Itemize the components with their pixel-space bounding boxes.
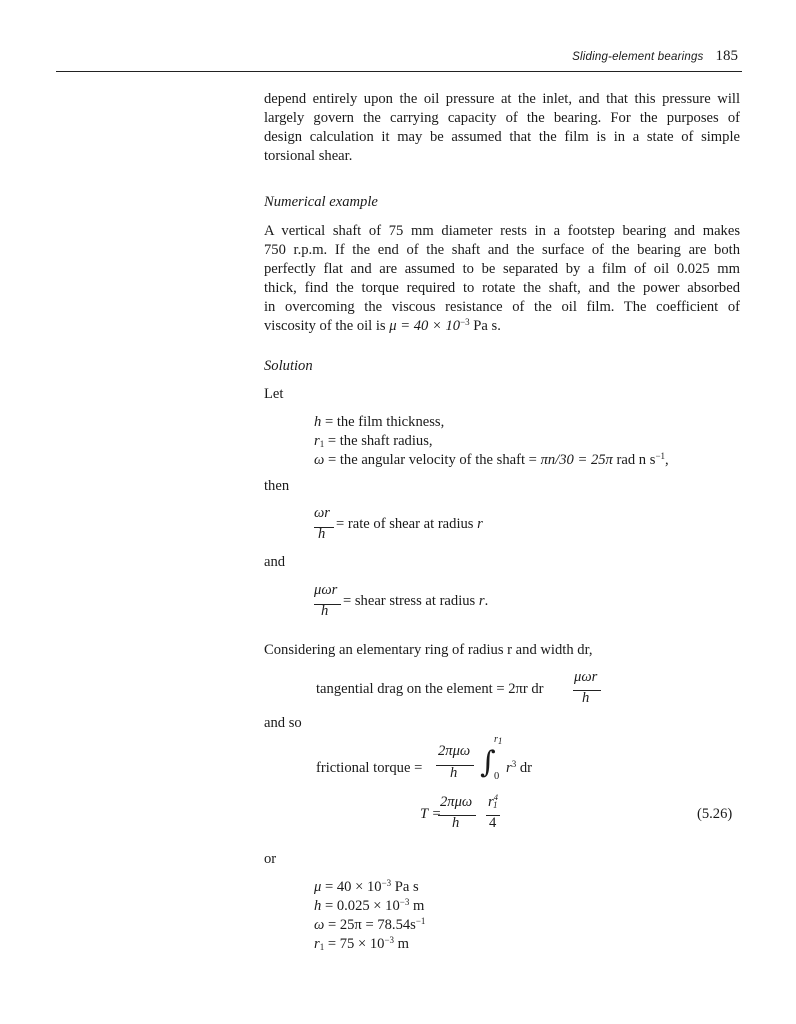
or-word: or xyxy=(264,851,277,867)
then-word: then xyxy=(264,478,290,494)
rate-denominator: h xyxy=(318,526,326,542)
torque-numerator: 2πμω xyxy=(438,743,471,759)
integrand: $r^3$ dr xyxy=(506,759,532,776)
definition-r1: $r_1$ = the shaft radius, xyxy=(314,433,433,449)
integral-upper-limit: $r_1$ xyxy=(494,734,503,746)
rate-text: = rate of shear at radius r xyxy=(336,516,483,532)
and-so-word: and so xyxy=(264,715,302,731)
integral-sign: ∫ xyxy=(480,745,496,780)
drag-text: tangential drag on the element = 2πr dr xyxy=(316,681,544,697)
solution-heading: Solution xyxy=(264,358,313,374)
value-omega: $\omega = 25\pi = 78.54s^{-1}$ xyxy=(314,916,426,933)
T-numerator-2: $r^4_1$ xyxy=(488,792,498,810)
intro-line: depend entirely upon the oil pressure at the inlet, and that this pressure will xyxy=(264,91,740,107)
value-r1: $r_1 = 75 \times 10^{-3}$ m xyxy=(314,935,410,952)
example-heading: Numerical example xyxy=(264,194,378,210)
stress-denominator: h xyxy=(321,603,329,619)
T-numerator: 2πμω xyxy=(440,794,473,810)
page-number: 185 xyxy=(715,48,738,64)
value-mu: $\mu = 40 \times 10^{-3}$ Pa s xyxy=(314,878,419,895)
considering-sentence: Considering an elementary ring of radius r and width dr, xyxy=(264,642,593,658)
example-line: in overcoming the viscous resistance of the oil film. The coefficient of xyxy=(264,299,740,315)
example-line-last: viscosity of the oil is $\mu = 40 \times 10^{-3}$ Pa s. xyxy=(264,317,501,334)
intro-line: design calculation it may be assumed that the film is in a state of simple xyxy=(264,129,740,145)
integral-lower-limit: 0 xyxy=(494,771,500,782)
running-header xyxy=(572,48,738,65)
definition-h: h = the film thickness, xyxy=(314,414,445,430)
intro-paragraph xyxy=(264,90,740,166)
T-denominator-2: 4 xyxy=(489,815,497,831)
equation-number: (5.26) xyxy=(697,806,733,822)
T-denominator: h xyxy=(452,815,460,831)
torque-denominator: h xyxy=(450,765,458,781)
section-title: Sliding-element bearings xyxy=(572,51,704,63)
example-line: perfectly flat and are assumed to be separated by a film of oil 0.025 mm xyxy=(264,261,740,277)
intro-line: torsional shear. xyxy=(264,148,353,164)
value-h: $h = 0.025 \times 10^{-3}$ m xyxy=(314,897,425,914)
and-word: and xyxy=(264,554,286,570)
drag-numerator: μωr xyxy=(574,669,598,685)
intro-line: largely govern the carrying capacity of the bearing. For the purposes of xyxy=(264,110,740,126)
example-line: 750 r.p.m. If the end of the shaft and the surface of the bearing are both xyxy=(264,242,740,258)
definition-omega: ω = the angular velocity of the shaft = πn/30 = 25π rad n $s^{-1}$, xyxy=(314,451,669,468)
let-word: Let xyxy=(264,386,284,402)
drag-denominator: h xyxy=(582,690,590,706)
example-line: thick, find the torque required to rotate the shaft, and the power absorbed xyxy=(264,280,740,296)
stress-numerator: μωr xyxy=(314,582,338,598)
torque-label: frictional torque = xyxy=(316,760,423,776)
example-paragraph xyxy=(264,222,740,336)
T-lhs: T = xyxy=(420,806,442,822)
stress-text: = shear stress at radius r. xyxy=(343,593,489,609)
example-line: A vertical shaft of 75 mm diameter rests in a footstep bearing and makes xyxy=(264,223,740,239)
header-rule xyxy=(56,71,742,72)
rate-numerator: ωr xyxy=(314,505,330,521)
